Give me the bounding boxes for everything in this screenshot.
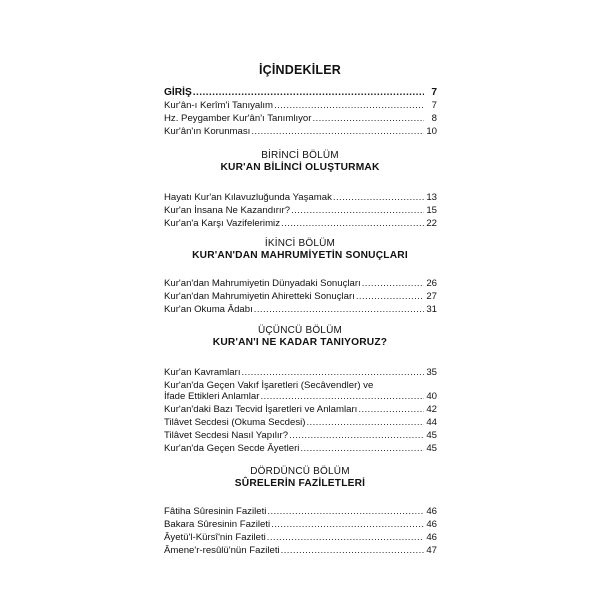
section-name: KUR'AN'I NE KADAR TANIYORUZ? [212,337,388,348]
toc-entry[interactable] [164,291,437,302]
toc-leader-dots [260,391,424,402]
toc-entry-line2 [164,391,437,402]
toc-entry-page: 7 [431,100,437,111]
toc-entry[interactable] [164,367,437,378]
toc-entry-page: 40 [426,391,437,402]
toc-entry[interactable] [164,417,437,428]
toc-entry[interactable] [164,545,437,556]
toc-entry[interactable] [164,506,437,517]
toc-entry-page: 15 [426,205,437,216]
toc-entry-page: 47 [426,545,437,556]
toc-entry[interactable] [164,218,437,229]
toc-leader-dots [254,304,424,315]
toc-entry-page: 13 [426,192,437,203]
toc-leader-dots [300,443,424,454]
section-entries [164,278,437,315]
toc-entry-title: Âyetü'l-Kürsî'nin Fazileti [164,532,266,543]
toc-entry-title: Kur'an'dan Mahrumiyetin Ahiretteki Sonuçları [164,291,355,302]
toc-leader-dots [306,417,424,428]
toc-entry-page: 10 [426,126,437,137]
section-entries [164,367,437,454]
toc-entry[interactable] [164,126,437,137]
toc-entry[interactable] [164,87,437,98]
toc-entry-page: 8 [431,113,437,124]
toc-leader-dots [251,126,424,137]
toc-entry-title: Kur'an'dan Mahrumiyetin Dünyadaki Sonuçları [164,278,361,289]
toc-entry-page: 22 [426,218,437,229]
toc-entry-page: 27 [426,291,437,302]
section-number: ÜÇÜNCÜ BÖLÜM [257,325,343,336]
toc-entry[interactable] [164,278,437,289]
section-heading [0,325,600,349]
section-number: İKİNCİ BÖLÜM [264,238,336,249]
toc-entry-title-continued: İfade Ettikleri Anlamlar [164,391,260,402]
toc-entry-title: Hz. Peygamber Kur'ân'ı Tanımlıyor [164,113,312,124]
toc-leader-dots [193,87,424,98]
toc-entry-title: Kur'ân-ı Kerîm'i Tanıyalım [164,100,274,111]
toc-entry[interactable] [164,443,437,454]
toc-entry-title: Kur'an'daki Bazı Tecvid İşaretleri ve Anlamları [164,404,358,415]
toc-leader-dots [358,404,424,415]
toc-entry-title: Kur'an Okuma Âdabı [164,304,253,315]
section-heading [0,150,600,174]
toc-entry-title: Kur'ân'ın Korunması [164,126,251,137]
intro-entries [164,87,437,137]
section-heading [0,238,600,262]
toc-leader-dots [362,278,424,289]
toc-entry-page: 46 [426,532,437,543]
toc-entry-title: Kur'an'a Karşı Vazifelerimiz [164,218,280,229]
toc-entry-page: 31 [426,304,437,315]
toc-entry-page: 46 [426,519,437,530]
toc-entry-page: 45 [426,443,437,454]
toc-entry-title: Âmene'r-resûlü'nün Fazileti [164,545,280,556]
toc-entry[interactable] [164,113,437,124]
toc-leader-dots [267,506,424,517]
toc-leader-dots [312,113,424,124]
toc-entry-title: Hayatı Kur'an Kılavuzluğunda Yaşamak [164,192,332,203]
toc-leader-dots [271,519,424,530]
section-name: KUR'AN'DAN MAHRUMİYETİN SONUÇLARI [192,250,408,261]
toc-entry[interactable] [164,430,437,441]
toc-leader-dots [267,532,424,543]
section-number: BİRİNCİ BÖLÜM [261,150,339,161]
toc-entry-title: Bakara Sûresinin Fazileti [164,519,271,530]
section-number: DÖRDÜNCÜ BÖLÜM [250,466,350,477]
toc-entry-title: GİRİŞ [164,87,192,98]
toc-leader-dots [281,218,424,229]
toc-entry-title: Kur'an'da Geçen Vakıf İşaretleri (Secâvendler) ve [164,380,374,391]
toc-entry[interactable] [164,532,437,543]
toc-entry[interactable] [164,100,437,111]
toc-entry-title: Tilâvet Secdesi Nasıl Yapılır? [164,430,289,441]
toc-leader-dots [289,430,424,441]
toc-entry-title: Kur'an İnsana Ne Kazandırır? [164,205,291,216]
toc-entry[interactable] [164,404,437,415]
toc-entry-page: 35 [426,367,437,378]
toc-entry[interactable] [164,205,437,216]
section-name: KUR'AN BİLİNCİ OLUŞTURMAK [220,162,380,173]
toc-leader-dots [291,205,424,216]
section-entries [164,192,437,229]
toc-entry-page: 42 [426,404,437,415]
toc-entry-page: 44 [426,417,437,428]
toc-entry[interactable] [164,519,437,530]
toc-entry[interactable] [164,380,437,402]
toc-leader-dots [281,545,424,556]
toc-entry[interactable] [164,304,437,315]
toc-title: İÇİNDEKİLER [258,63,342,77]
toc-entry-page: 7 [431,87,437,98]
toc-entry-title: Kur'an'da Geçen Secde Âyetleri [164,443,300,454]
section-heading [0,466,600,490]
toc-entry[interactable] [164,192,437,203]
toc-leader-dots [241,367,424,378]
toc-entry-title: Fâtiha Sûresinin Fazileti [164,506,267,517]
toc-entry-page: 26 [426,278,437,289]
toc-leader-dots [274,100,424,111]
toc-leader-dots [356,291,424,302]
section-name: SÛRELERİN FAZİLETLERİ [234,478,366,489]
toc-entry-page: 46 [426,506,437,517]
toc-entry-title: Kur'an Kavramları [164,367,241,378]
toc-entry-title: Tilâvet Secdesi (Okuma Secdesi) [164,417,306,428]
section-entries [164,506,437,556]
toc-entry-page: 45 [426,430,437,441]
toc-leader-dots [333,192,424,203]
